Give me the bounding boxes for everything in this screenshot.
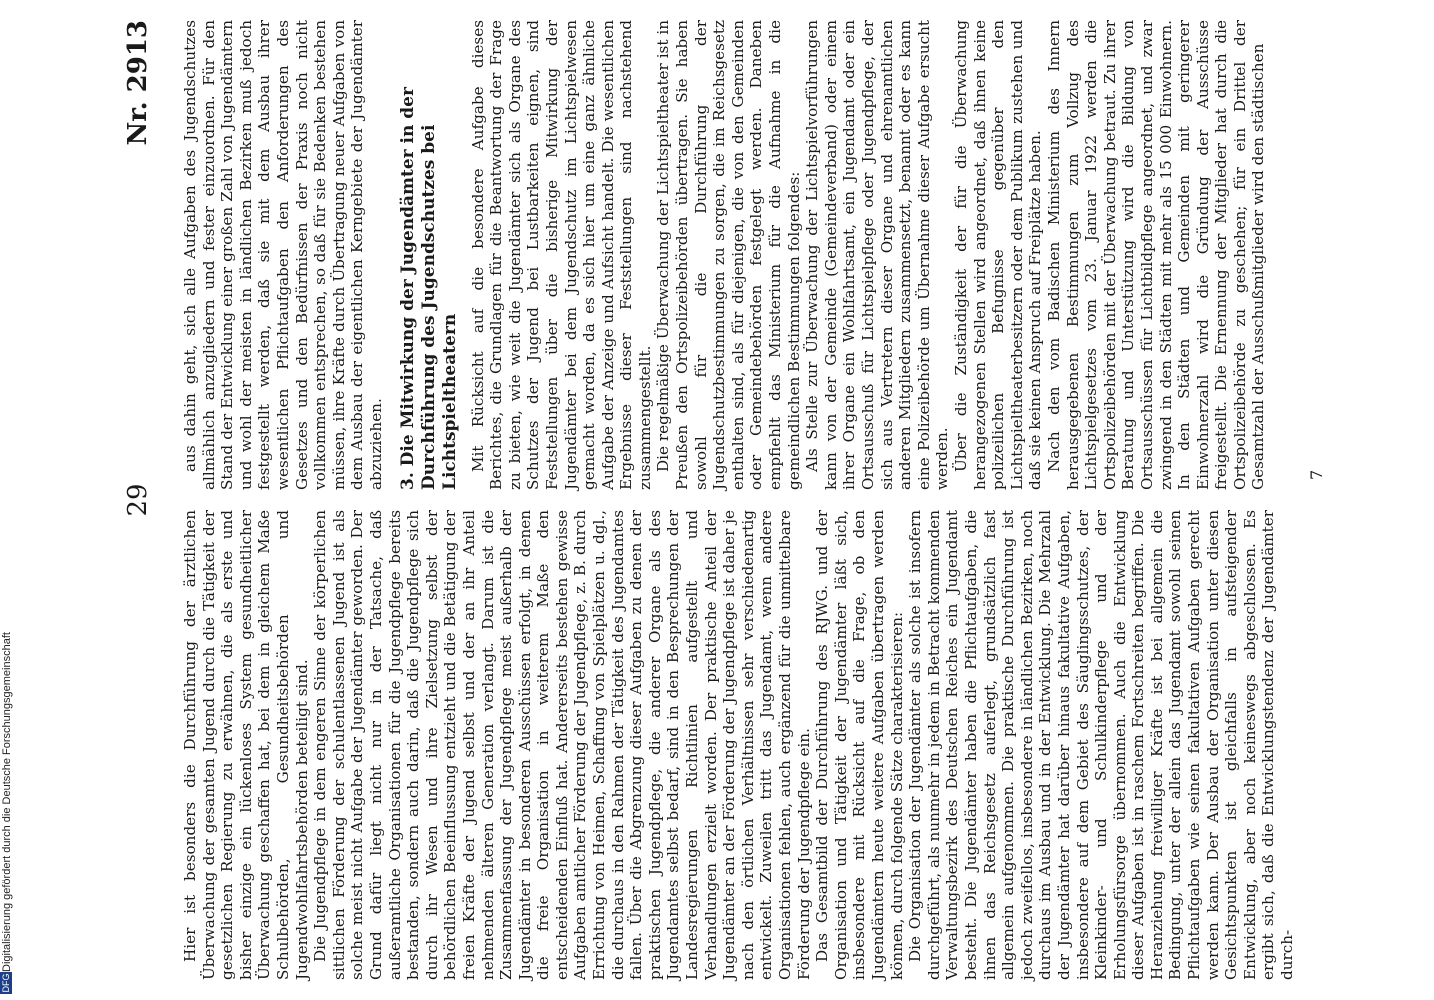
paragraph: Die Organisation der Jugendämter als solche ist insofern durchgeführt, als nunmehr in jedem in Betracht kommenden Verwaltungsbezirk des Deutschen Reiches ein Jugendamt besteht. Die Jugendämter haben die Pflichtaufgaben, die ihnen das Reichsgesetz auferlegt, grundsätzlich fast allgemein aufgenommen. Die praktische Durchführung ist jedoch zweifellos, insbesondere in ländlichen Bezirken, noch durchaus im Ausbau und in der Entwicklung. Die Mehrzahl der Jugendämter hat darüber hinaus fakultative Aufgaben, insbesondere auf dem Gebiet des Säuglingsschutzes, der Kleinkinder- und Schulkinderpflege und der Erholungsfürsorge übernommen. Auch die Entwicklung dieser Aufgaben ist in raschem Fortschreiten begriffen. Die Heranziehung freiwilliger Kräfte ist bei allgemein die Bedingung, unter der allein das Jugendamt sowohl seinen Pflichtaufgaben wie seinen fakultativen Aufgaben gerecht werden kann. Der Ausbau der Organisation unter diesen Gesichtspunkten ist gleichfalls in aufsteigender Entwicklung, aber noch keineswegs abgeschlossen. Es ergibt sich, daß die Entwicklungstendenz der Jugendämter durch- — [906, 510, 1297, 980]
paragraph: Als Stelle zur Überwachung der Lichtspielvorführungen kann von der Gemeinde (Gemeindeverband) oder einem ihrer Organe ein Wohlfahrtsamt, ein Jugendamt oder ein Ortsausschuß für Lichtspielpflege oder Jugendpflege, der sich aus Vertretern dieser Organe und ehrenamtlichen anderen Mitgliedern zusammensetzt, benannt oder es kann eine Polizeibehörde um Übernahme dieser Aufgabe ersucht werden. — [803, 20, 952, 490]
left-column — [181, 510, 1301, 980]
credit-text: Digitalisierung gefördert durch die Deutsche Forschungsgemeinschaft — [1, 632, 13, 972]
issue-number: Nr. 2913 — [123, 20, 153, 146]
dfg-logo: DFG — [1, 973, 12, 993]
right-column — [181, 20, 1301, 490]
paragraph: aus dahin geht, sich alle Aufgaben des Jugendschutzes allmählich anzugliedern und fester einzuordnen. Für den Stand der Entwicklung einer großen Zahl von Jugendämtern und wohl der meisten in ländlichen Bezirken muß jedoch festgestellt werden, daß sie mit dem Ausbau ihrer wesentlichen Pflichtaufgaben den Anforderungen des Gesetzes und den Bedürfnissen der Praxis noch nicht vollkommen entsprechen, so daß für sie Bedenken bestehen müssen, ihre Kräfte durch Übertragung neuer Aufgaben von dem Ausbau der eigentlichen Kerngebiete der Jugendämter abzuziehen. — [181, 20, 385, 490]
page-number: 29 — [123, 483, 153, 517]
document-page — [117, 0, 1337, 1000]
section-heading: 3. Die Mitwirkung der Jugendämter in der Durchführung des Jugendschutzes bei Lichtspieltheatern — [397, 87, 460, 490]
paragraph: Die Jugendpflege in dem engeren Sinne der körperlichen sittlichen Förderung der schulentlassenen Jugend ist als solche meist nicht Aufgabe der Jugendämter geworden. Der Grund dafür liegt nicht nur in der Tatsache, daß außeramtliche Organisationen für die Jugendpflege bereits bestanden, sondern auch darin, daß die Jugendpflege sich durch ihr Wesen und ihre Zielsetzung selbst der behördlichen Beeinflussung entzieht und die Betätigung der freien Kräfte der Jugend selbst und der an ihr Anteil nehmenden älteren Generation verlangt. Darum ist die Zusammenfassung der Jugendpflege meist außerhalb der Jugendämter in besonderen Ausschüssen erfolgt, in denen die freie Organisation in weiterem Maße den entscheidenden Einfluß hat. Andererseits bestehen gewisse Aufgaben amtlicher Förderung der Jugendpflege, z. B. durch Errichtung von Heimen, Schaffung von Spielplätzen u. dgl., die durchaus in den Rahmen der Tätigkeit des Jugendamtes fallen. Über die Abgrenzung dieser Aufgaben zu denen der praktischen Jugendpflege, die anderer Organe als des Jugendamtes selbst bedarf, sind in den Besprechungen der Landesregierungen Richtlinien aufgestellt und Verhandlungen erzielt worden. Der praktische Anteil der Jugendämter an der Förderung der Jugendpflege ist daher je nach den örtlichen Verhältnissen sehr verschiedenartig entwickelt. Zuweilen tritt das Jugendamt, wenn andere Organisationen fehlen, auch ergänzend für die unmittelbare Förderung der Jugendpflege ein. — [311, 510, 813, 980]
page-header — [123, 0, 157, 1000]
paragraph: Mit Rücksicht auf die besondere Aufgabe dieses Berichtes, die Grundlagen für die Beantwortung der Frage zu bieten, wie weit die Jugendämter sich als Organe des Schutzes der Jugend bei Lustbarkeiten eignen, sind Feststellungen über die bisherige Mitwirkung der Jugendämter bei dem Jugendschutz im Lichtspielwesen gemacht worden, da es sich hier um eine ganz ähnliche Aufgabe der Anzeige und Aufsicht handelt. Die wesentlichen Ergebnisse dieser Feststellungen sind nachstehend zusammengestellt. — [468, 20, 654, 490]
signature-number: 7 — [1307, 469, 1326, 480]
paragraph: Hier ist besonders die Durchführung der ärztlichen Überwachung der gesamten Jugend durch die Tätigkeit der gesetzlichen Regierung zu erwähnen, die als erste und bisher einzige ein lückenloses System gesundheitlicher Überwachung geschaffen hat, bei dem in gleichem Maße Schulbehörden, Gesundheitsbehörden und Jugendwohlfahrtsbehörden beteiligt sind. — [181, 510, 311, 980]
paragraph: Das Gesamtbild der Durchführung des RJWG. und der Organisation und Tätigkeit der Jugendämter läßt sich, insbesondere mit Rücksicht auf die Frage, ob den Jugendämtern heute weitere Aufgaben übertragen werden können, durch folgende Sätze charakterisieren: — [813, 510, 906, 980]
paragraph: Die regelmäßige Überwachung der Lichtspieltheater ist in Preußen den Ortspolizeibehörden übertragen. Sie haben sowohl für die Durchführung der Jugendschutzbestimmungen zu sorgen, die im Reichsgesetz enthalten sind, als für diejenigen, die von den Gemeinden oder Gemeindebehörden festgelegt werden. Daneben empfiehlt das Ministerium für die Aufnahme in die gemeindlichen Bestimmungen folgendes: — [654, 20, 803, 490]
paragraph: Über die Zuständigkeit der für die Überwachung herangezogenen Stellen wird angeordnet, daß ihnen keine polizeilichen Befugnisse gegenüber den Lichtspieltheaterbesitzern oder dem Publikum zustehen und daß sie keinen Anspruch auf Freiplätze haben. — [951, 20, 1045, 490]
paragraph: Nach den vom Badischen Ministerium des Innern herausgegebenen Bestimmungen zum Vollzug des Lichtspielgesetzes vom 23. Januar 1922 werden die Ortspolizeibehörden mit der Überwachung betraut. Zu ihrer Beratung und Unterstützung wird die Bildung von Ortsausschüssen für Lichtbildpflege angeordnet, und zwar zwingend in den Städten mit mehr als 15 000 Einwohnern. In den Städten und Gemeinden mit geringerer Einwohnerzahl wird die Gründung der Ausschüsse freigestellt. Die Ernennung der Mitglieder hat durch die Ortspolizeibehörde zu geschehen; für ein Drittel der Gesamtzahl der Ausschußmitglieder wird den städtischen — [1044, 20, 1268, 490]
digitization-credit — [0, 0, 16, 1000]
